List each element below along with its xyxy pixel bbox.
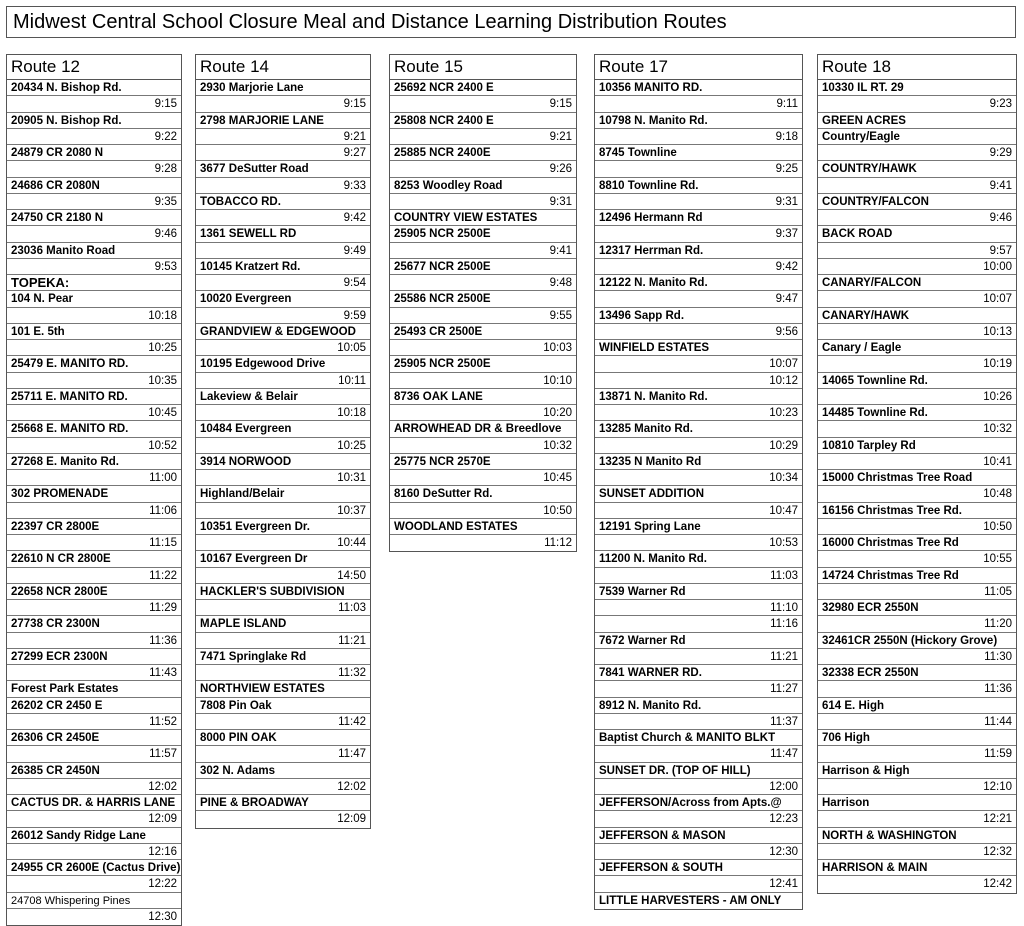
stop-address: NORTH & WASHINGTON — [818, 828, 1016, 844]
stop-address: 10195 Edgewood Drive — [196, 356, 370, 372]
stop-address: 10484 Evergreen — [196, 421, 370, 437]
stop-time: 11:57 — [7, 746, 181, 762]
stop-address: Forest Park Estates — [7, 681, 181, 697]
stop-time: 9:35 — [7, 194, 181, 210]
stop-address: 25885 NCR 2400E — [390, 145, 576, 161]
stop-address: 25808 NCR 2400 E — [390, 113, 576, 129]
stop-address: 104 N. Pear — [7, 291, 181, 307]
stop-time: 9:56 — [595, 324, 802, 340]
stop-address: PINE & BROADWAY — [196, 795, 370, 811]
stop-time: 12:21 — [818, 811, 1016, 827]
stop-time: 11:20 — [818, 616, 1016, 632]
stop-address: Harrison & High — [818, 763, 1016, 779]
stop-address: 24708 Whispering Pines — [7, 893, 181, 909]
stop-time: 11:37 — [595, 714, 802, 730]
stop-time: 14:50 — [196, 568, 370, 584]
stop-address: 8253 Woodley Road — [390, 178, 576, 194]
route-12-column — [6, 54, 182, 926]
route-17-column — [594, 54, 803, 910]
stop-address: WINFIELD ESTATES — [595, 340, 802, 356]
stop-address: 22397 CR 2800E — [7, 519, 181, 535]
stop-time: 10:13 — [818, 324, 1016, 340]
stop-time: 10:25 — [196, 438, 370, 454]
stop-time: 12:09 — [337, 813, 366, 826]
stop-address: CANARY/FALCON — [818, 275, 1016, 291]
stop-address: 15000 Christmas Tree Road — [818, 470, 1016, 486]
route-header: Route 18 — [818, 55, 1016, 80]
stop-address: 706 High — [818, 730, 1016, 746]
stop-address: SUNSET DR. (TOP OF HILL) — [595, 763, 802, 779]
stop-time: 10:50 — [390, 503, 576, 519]
stop-time: 12:30 — [595, 844, 802, 860]
stop-address: COUNTRY VIEW ESTATES — [390, 210, 576, 226]
stop-address: 12122 N. Manito Rd. — [595, 275, 802, 291]
stop-time: 11:36 — [7, 633, 181, 649]
stop-time: 11:05 — [818, 584, 1016, 600]
stop-time: 10:47 — [595, 503, 802, 519]
stop-time: 10:11 — [196, 373, 370, 389]
stop-address: 12317 Herrman Rd. — [595, 243, 802, 259]
stop-time: 9:46 — [7, 226, 181, 242]
stop-address: 32980 ECR 2550N — [818, 600, 1016, 616]
stop-address: TOPEKA: — [7, 275, 181, 291]
stop-address: 25905 NCR 2500E — [390, 356, 576, 372]
stop-address: 27299 ECR 2300N — [7, 649, 181, 665]
stop-address: 10145 Kratzert Rd. — [196, 259, 370, 275]
stop-address: 25677 NCR 2500E — [390, 259, 576, 275]
stop-time: 12:16 — [7, 844, 181, 860]
stop-address: 8736 OAK LANE — [390, 389, 576, 405]
route-header: Route 12 — [7, 55, 181, 80]
stop-address: 13235 N Manito Rd — [595, 454, 802, 470]
stop-address: Highland/Belair — [196, 486, 370, 502]
stop-time: 10:07 — [818, 291, 1016, 307]
stop-time: 10:48 — [818, 486, 1016, 502]
stop-time: 12:00 — [595, 779, 802, 795]
stop-address: 25905 NCR 2500E — [390, 226, 576, 242]
stop-address: WOODLAND ESTATES — [390, 519, 576, 535]
stop-time: 10:35 — [7, 373, 181, 389]
stop-time: 10:18 — [7, 308, 181, 324]
stop-address: 11200 N. Manito Rd. — [595, 551, 802, 567]
stop-address: 25668 E. MANITO RD. — [7, 421, 181, 437]
stop-address: LITTLE HARVESTERS - AM ONLY — [599, 894, 782, 907]
stop-time: 10:03 — [390, 340, 576, 356]
stop-time: 9:15 — [196, 96, 370, 112]
stop-time: 10:12 — [595, 373, 802, 389]
stop-time: 10:55 — [818, 551, 1016, 567]
stop-address: 14485 Townline Rd. — [818, 405, 1016, 421]
stop-address: 26202 CR 2450 E — [7, 698, 181, 714]
stop-time: 10:32 — [390, 438, 576, 454]
stop-time: 11:59 — [818, 746, 1016, 762]
stop-address: HARRISON & MAIN — [818, 860, 1016, 876]
stop-address: 20434 N. Bishop Rd. — [7, 80, 181, 96]
stop-address: 302 PROMENADE — [7, 486, 181, 502]
stop-address: 3914 NORWOOD — [196, 454, 370, 470]
stop-address: 7841 WARNER RD. — [595, 665, 802, 681]
stop-time: 11:52 — [7, 714, 181, 730]
stop-address: 1361 SEWELL RD — [196, 226, 370, 242]
stop-time: 9:15 — [390, 96, 576, 112]
stop-time: 12:22 — [7, 876, 181, 892]
stop-address: 13871 N. Manito Rd. — [595, 389, 802, 405]
stop-address: Canary / Eagle — [818, 340, 1016, 356]
stop-time: 10:05 — [196, 340, 370, 356]
stop-time: 9:42 — [595, 259, 802, 275]
stop-address: 10798 N. Manito Rd. — [595, 113, 802, 129]
stop-time: 9:47 — [595, 291, 802, 307]
stop-address: Country/Eagle — [818, 129, 1016, 145]
stop-address: 16156 Christmas Tree Rd. — [818, 503, 1016, 519]
stop-time: 10:37 — [196, 503, 370, 519]
stop-time: 10:07 — [595, 356, 802, 372]
stop-time: 10:52 — [7, 438, 181, 454]
stop-address: 8160 DeSutter Rd. — [390, 486, 576, 502]
stop-time: 11:44 — [818, 714, 1016, 730]
stop-time: 9:57 — [818, 243, 1016, 259]
stop-address: BACK ROAD — [818, 226, 1016, 242]
stop-time: 9:33 — [196, 178, 370, 194]
stop-address: HACKLER'S SUBDIVISION — [196, 584, 370, 600]
stop-time: 11:47 — [196, 746, 370, 762]
stop-time: 10:23 — [595, 405, 802, 421]
stop-time: 11:43 — [7, 665, 181, 681]
stop-time: 12:10 — [818, 779, 1016, 795]
stop-address: 25493 CR 2500E — [390, 324, 576, 340]
stop-address: NORTHVIEW ESTATES — [196, 681, 370, 697]
stop-time: 11:15 — [7, 535, 181, 551]
stop-time: 9:22 — [7, 129, 181, 145]
stop-time: 11:03 — [595, 568, 802, 584]
stop-address: 25775 NCR 2570E — [390, 454, 576, 470]
stop-address: 22610 N CR 2800E — [7, 551, 181, 567]
stop-address: GRANDVIEW & EDGEWOOD — [196, 324, 370, 340]
stop-time: 9:46 — [818, 210, 1016, 226]
stop-time: 11:21 — [595, 649, 802, 665]
stop-address: 25479 E. MANITO RD. — [7, 356, 181, 372]
stop-time: 10:00 — [818, 259, 1016, 275]
stop-time: 10:10 — [390, 373, 576, 389]
route-header: Route 15 — [390, 55, 576, 80]
stop-time: 10:34 — [595, 470, 802, 486]
stop-address: 8000 PIN OAK — [196, 730, 370, 746]
stop-time: 9:18 — [595, 129, 802, 145]
stop-time: 9:27 — [196, 145, 370, 161]
stop-address: 13496 Sapp Rd. — [595, 308, 802, 324]
stop-time: 9:49 — [196, 243, 370, 259]
stop-time: 12:02 — [7, 779, 181, 795]
stop-time: 10:45 — [7, 405, 181, 421]
route-stop-list — [390, 80, 576, 551]
stop-address: 101 E. 5th — [7, 324, 181, 340]
stop-time: 12:02 — [196, 779, 370, 795]
stop-time: 11:16 — [595, 616, 802, 632]
stop-time: 10:45 — [390, 470, 576, 486]
stop-time: 11:12 — [544, 537, 572, 549]
stop-address: 26012 Sandy Ridge Lane — [7, 828, 181, 844]
stop-time: 11:42 — [196, 714, 370, 730]
stop-address: 32461CR 2550N (Hickory Grove) — [818, 633, 1016, 649]
stop-address: 2798 MARJORIE LANE — [196, 113, 370, 129]
stop-time: 10:50 — [818, 519, 1016, 535]
stop-address: 10351 Evergreen Dr. — [196, 519, 370, 535]
stop-time: 9:59 — [196, 308, 370, 324]
stop-address: CANARY/HAWK — [818, 308, 1016, 324]
stop-address: Lakeview & Belair — [196, 389, 370, 405]
stop-address: 7471 Springlake Rd — [196, 649, 370, 665]
stop-address: 614 E. High — [818, 698, 1016, 714]
stop-time: 10:18 — [196, 405, 370, 421]
stop-address: 12496 Hermann Rd — [595, 210, 802, 226]
stop-time: 9:23 — [818, 96, 1016, 112]
stop-time: 11:00 — [7, 470, 181, 486]
stop-address: 27268 E. Manito Rd. — [7, 454, 181, 470]
stop-address: 24750 CR 2180 N — [7, 210, 181, 226]
route-stop-list — [196, 80, 370, 828]
stop-address: 3677 DeSutter Road — [196, 161, 370, 177]
stop-time: 9:54 — [196, 275, 370, 291]
stop-address: 24955 CR 2600E (Cactus Drive) — [7, 860, 181, 876]
stop-address: JEFFERSON/Across from Apts.@ — [595, 795, 802, 811]
stop-address: 16000 Christmas Tree Rd — [818, 535, 1016, 551]
stop-time: 9:53 — [7, 259, 181, 275]
stop-address: 32338 ECR 2550N — [818, 665, 1016, 681]
route-18-column — [817, 54, 1017, 894]
route-header: Route 17 — [595, 55, 802, 80]
route-stop-list — [7, 80, 181, 925]
stop-time: 10:25 — [7, 340, 181, 356]
stop-address: 24686 CR 2080N — [7, 178, 181, 194]
stop-time: 11:22 — [7, 568, 181, 584]
stop-address: 10810 Tarpley Rd — [818, 438, 1016, 454]
stop-time: 11:21 — [196, 633, 370, 649]
stop-address: Baptist Church & MANITO BLKT — [595, 730, 802, 746]
stop-time: 9:15 — [7, 96, 181, 112]
route-header: Route 14 — [196, 55, 370, 80]
stop-time: 11:30 — [818, 649, 1016, 665]
stop-address: 22658 NCR 2800E — [7, 584, 181, 600]
stop-address: 25711 E. MANITO RD. — [7, 389, 181, 405]
stop-address: CACTUS DR. & HARRIS LANE — [7, 795, 181, 811]
stop-time: 9:26 — [390, 161, 576, 177]
stop-time: 11:03 — [196, 600, 370, 616]
stop-address: 23036 Manito Road — [7, 243, 181, 259]
stop-address: 20905 N. Bishop Rd. — [7, 113, 181, 129]
stop-address: 13285 Manito Rd. — [595, 421, 802, 437]
stop-address: 10330 IL RT. 29 — [818, 80, 1016, 96]
stop-time: 9:11 — [595, 96, 802, 112]
stop-time: 11:29 — [7, 600, 181, 616]
stop-time: 12:42 — [983, 878, 1012, 891]
stop-time: 11:06 — [7, 503, 181, 519]
stop-address: TOBACCO RD. — [196, 194, 370, 210]
stop-time: 9:28 — [7, 161, 181, 177]
stop-time: 12:09 — [7, 811, 181, 827]
stop-address: 14724 Christmas Tree Rd — [818, 568, 1016, 584]
stop-time: 12:30 — [148, 910, 177, 923]
stop-address: JEFFERSON & SOUTH — [595, 860, 802, 876]
stop-time: 9:21 — [196, 129, 370, 145]
stop-time: 9:41 — [818, 178, 1016, 194]
stop-time: 9:29 — [818, 145, 1016, 161]
stop-address: 302 N. Adams — [196, 763, 370, 779]
stop-address: ARROWHEAD DR & Breedlove — [390, 421, 576, 437]
stop-time: 11:36 — [818, 681, 1016, 697]
stop-time: 9:48 — [390, 275, 576, 291]
stop-time: 11:47 — [595, 746, 802, 762]
stop-time: 9:21 — [390, 129, 576, 145]
stop-time: 11:32 — [196, 665, 370, 681]
stop-time: 10:53 — [595, 535, 802, 551]
stop-address: 8912 N. Manito Rd. — [595, 698, 802, 714]
stop-time: 10:44 — [196, 535, 370, 551]
stop-address: 25586 NCR 2500E — [390, 291, 576, 307]
stop-address: GREEN ACRES — [818, 113, 1016, 129]
route-14-column — [195, 54, 371, 829]
route-15-column — [389, 54, 577, 552]
stop-address: COUNTRY/FALCON — [818, 194, 1016, 210]
stop-time: 10:32 — [818, 421, 1016, 437]
stop-address: 2930 Marjorie Lane — [196, 80, 370, 96]
stop-address: COUNTRY/HAWK — [818, 161, 1016, 177]
stop-time: 11:27 — [595, 681, 802, 697]
stop-time: 10:20 — [390, 405, 576, 421]
stop-address: 10020 Evergreen — [196, 291, 370, 307]
stop-address: SUNSET ADDITION — [595, 486, 802, 502]
stop-time: 9:41 — [390, 243, 576, 259]
stop-time: 10:26 — [818, 389, 1016, 405]
stop-address: MAPLE ISLAND — [196, 616, 370, 632]
stop-address: 10356 MANITO RD. — [595, 80, 802, 96]
stop-time: 9:25 — [595, 161, 802, 177]
stop-time: 9:31 — [595, 194, 802, 210]
page-title: Midwest Central School Closure Meal and Distance Learning Distribution Routes — [6, 6, 1016, 38]
stop-address: 26385 CR 2450N — [7, 763, 181, 779]
stop-time: 9:42 — [196, 210, 370, 226]
stop-address: Harrison — [818, 795, 1016, 811]
stop-time: 11:10 — [595, 600, 802, 616]
route-stop-list — [818, 80, 1016, 893]
stop-address: JEFFERSON & MASON — [595, 828, 802, 844]
stop-time: 12:32 — [818, 844, 1016, 860]
route-stop-list — [595, 80, 802, 909]
stop-time: 10:19 — [818, 356, 1016, 372]
stop-address: 10167 Evergreen Dr — [196, 551, 370, 567]
stop-address: 8810 Townline Rd. — [595, 178, 802, 194]
stop-address: 12191 Spring Lane — [595, 519, 802, 535]
stop-address: 26306 CR 2450E — [7, 730, 181, 746]
stop-time: 10:41 — [818, 454, 1016, 470]
stop-time: 9:31 — [390, 194, 576, 210]
stop-time: 9:55 — [390, 308, 576, 324]
stop-address: 25692 NCR 2400 E — [390, 80, 576, 96]
stop-address: 14065 Townline Rd. — [818, 373, 1016, 389]
stop-address: 8745 Townline — [595, 145, 802, 161]
stop-address: 24879 CR 2080 N — [7, 145, 181, 161]
stop-address: 7539 Warner Rd — [595, 584, 802, 600]
stop-address: 7672 Warner Rd — [595, 633, 802, 649]
stop-time: 10:29 — [595, 438, 802, 454]
stop-address: 7808 Pin Oak — [196, 698, 370, 714]
stop-time: 9:37 — [595, 226, 802, 242]
stop-time: 12:23 — [595, 811, 802, 827]
stop-time: 10:31 — [196, 470, 370, 486]
stop-address: 27738 CR 2300N — [7, 616, 181, 632]
stop-time: 12:41 — [595, 876, 802, 892]
